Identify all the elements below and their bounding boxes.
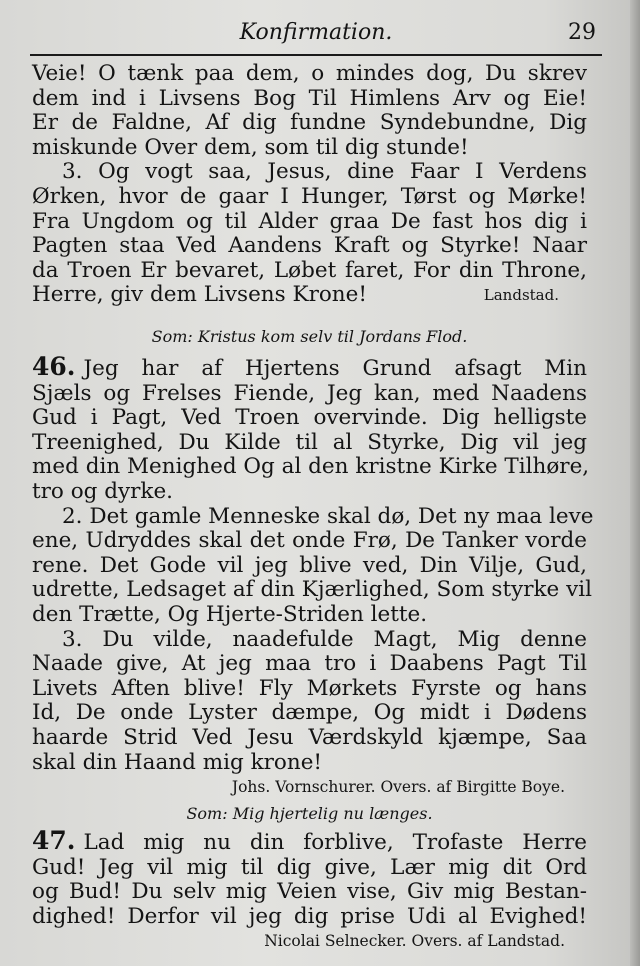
text-line: Gud i Pagt, Ved Troen overvinde. Dig helligste (32, 405, 587, 431)
hymn-47 (32, 826, 587, 954)
author-signature: Landstad. (483, 286, 559, 305)
text-line: 3. Du vilde, naadefulde Magt, Mig denne (62, 626, 587, 652)
hymn-credit: Nicolai Selnecker. Overs. af Landstad. (264, 932, 565, 951)
page-number: 29 (568, 20, 596, 45)
text-line: ene, Udryddes skal det onde Frø, De Tanker vorde (32, 528, 587, 554)
hymn-number: 47. (32, 826, 76, 855)
text-line: Ørken, hvor de gaar I Hunger, Tørst og Mørke! (32, 183, 587, 209)
text-line: og Bud! Du selv mig Veien vise, Giv mig Bestan- (32, 879, 587, 905)
text-line: Fra Ungdom og til Alder graa De fast hos dig i (32, 208, 587, 234)
text-line: Gud! Jeg vil mig til dig give, Lær mig dit Ord (32, 854, 587, 880)
hymn-first-line (32, 352, 587, 382)
text-line: tro og dyrke. (32, 478, 174, 504)
text-line: den Trætte, Og Hjerte-Striden lette. (32, 601, 428, 627)
text-line: med din Menighed Og al den kristne Kirke Tilhøre, (32, 454, 590, 480)
text-line: Er de Faldne, Af dig fundne Syndebundne, Dig (32, 110, 587, 136)
page-header (30, 18, 602, 52)
hymn-number: 46. (32, 352, 76, 381)
text-line-last (32, 283, 587, 308)
text-line: haarde Strid Ved Jesu Værdskyld kjæmpe, Saa (32, 724, 587, 750)
hymn-first-line (32, 826, 587, 856)
page-edge (630, 0, 640, 966)
text-line: skal din Haand mig krone! (32, 749, 323, 775)
text-line: Pagten staa Ved Aandens Kraft og Styrke! Naar (32, 233, 587, 259)
text-line: da Troen Er bevaret, Løbet faret, For din Throne, (32, 257, 587, 283)
text-line: miskunde Over dem, som til dig stunde! (32, 134, 469, 160)
text-line: rene. Det Gode vil jeg blive ved, Din Vilje, Gud, (32, 552, 587, 578)
hymn-opening: Lad mig nu din forblive, Trofaste Herre (83, 830, 587, 855)
header-rule (30, 54, 602, 56)
hymn-opening: Jeg har af Hjertens Grund afsagt Min (83, 356, 587, 381)
text-line: Treenighed, Du Kilde til al Styrke, Dig vil jeg (32, 429, 587, 455)
running-title: Konfirmation. (239, 20, 393, 45)
last-verse-text: Herre, giv dem Livsens Krone! (32, 282, 368, 308)
text-line: udrette, Ledsaget af din Kjærlighed, Som styrke vil (32, 577, 592, 603)
melody-line-46: Som: Kristus kom selv til Jordans Flod. (151, 327, 468, 346)
text-line: dighed! Derfor vil jeg dig prise Udi al Evighed! (32, 903, 587, 929)
text-line: Id, De onde Lyster dæmpe, Og midt i Dødens (32, 700, 587, 726)
text-line: 2. Det gamle Menneske skal dø, Det ny maa leve (62, 503, 594, 529)
melody-line-47: Som: Mig hjertelig nu længes. (186, 804, 433, 823)
text-line: Veie! O tænk paa dem, o mindes dog, Du skrev (32, 61, 587, 86)
hymn-continuation (32, 62, 587, 308)
hymn-credit: Johs. Vornschurer. Overs. af Birgitte Boye. (231, 778, 565, 797)
text-line: Naade give, At jeg maa tro i Daabens Pagt Til (32, 651, 587, 677)
text-line: dem ind i Livsens Bog Til Himlens Arv og Eie! (32, 85, 587, 111)
text-line: Livets Aften blive! Fly Mørkets Fyrste og hans (32, 675, 587, 701)
text-line: Sjæls og Frelses Fiende, Jeg kan, med Naadens (32, 380, 587, 406)
text-line: 3. Og vogt saa, Jesus, dine Faar I Verdens (62, 159, 587, 185)
hymn-46 (32, 352, 594, 800)
